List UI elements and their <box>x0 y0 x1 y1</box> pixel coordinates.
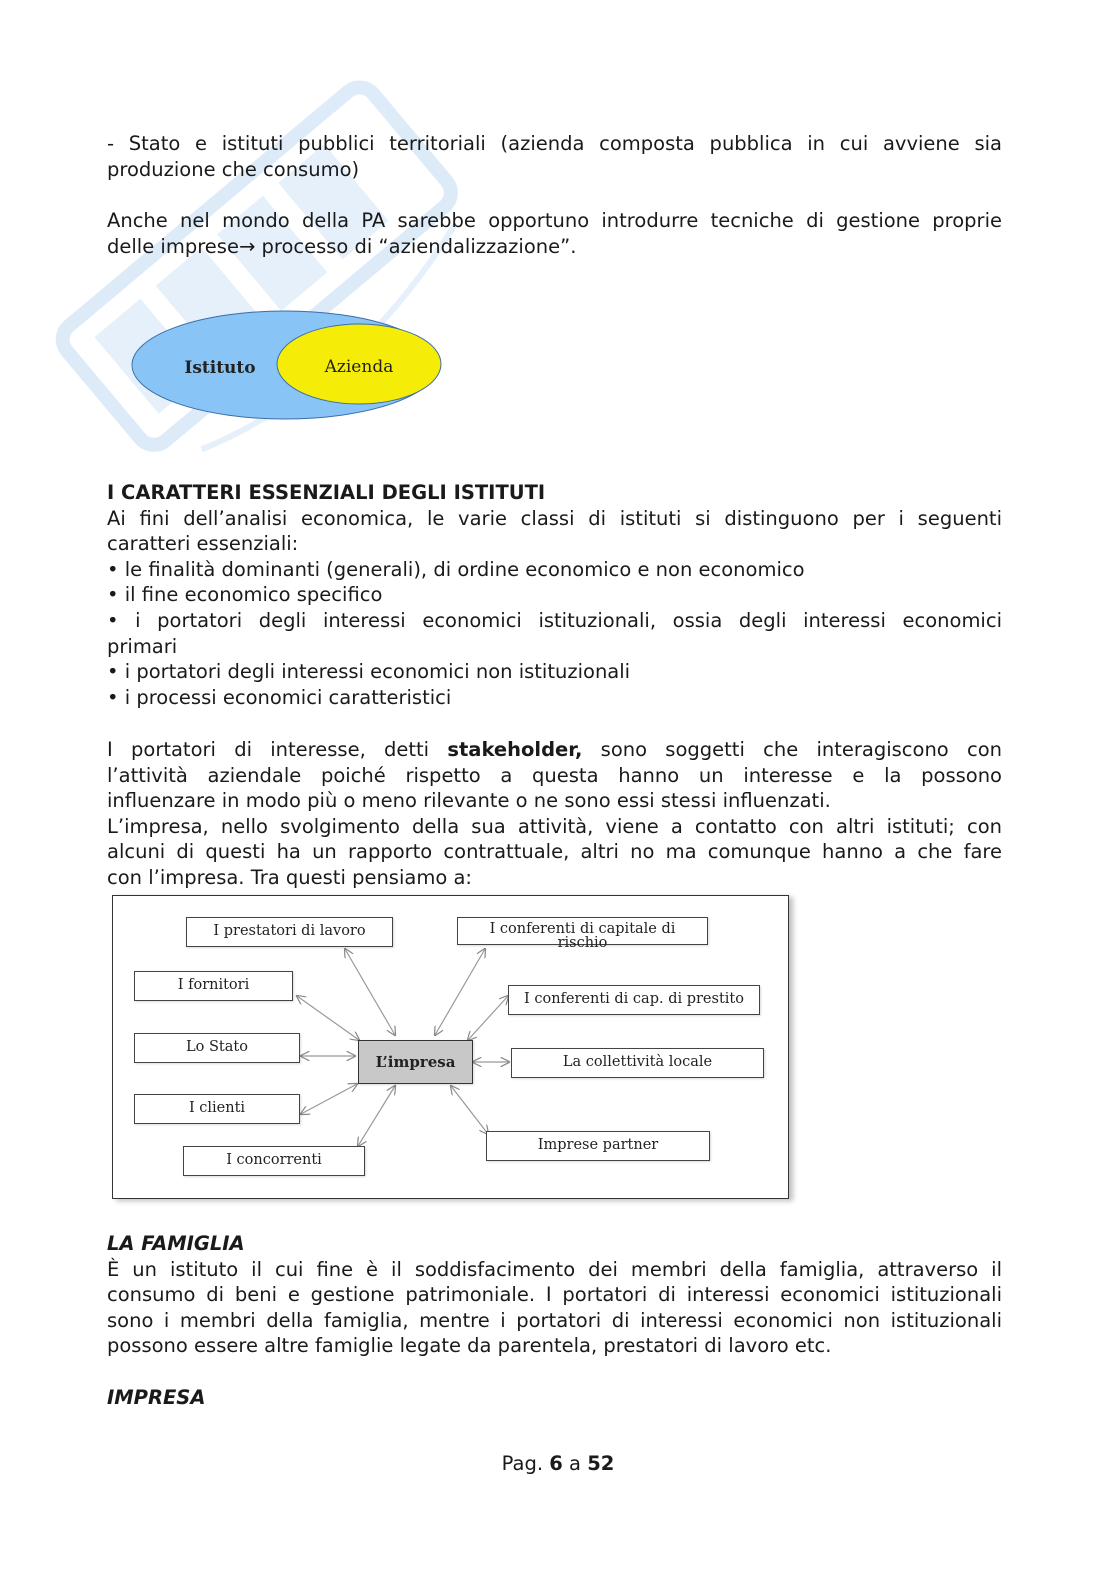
pa-line: Anche nel mondo della PA sarebbe opportuno introdurre tecniche di gestione proprie <box>107 209 1002 232</box>
arrow-conferenti-prestito <box>468 996 508 1040</box>
caratteri-intro-line: Ai fini dell’analisi economica, le varie classi di istituti si distinguono per i seguenti <box>107 506 1002 530</box>
famiglia-line: consumo di beni e gestione patrimoniale. I portatori di interessi economici istituzionali <box>107 1283 1002 1307</box>
conferenti-rischio-line: I conferenti di capitale di <box>489 921 676 937</box>
azienda-label: Azienda <box>324 357 394 377</box>
stakeholder-text: sono soggetti che interagiscono con <box>582 738 1002 761</box>
stakeholder-line: con l’impresa. Tra questi pensiamo a: <box>107 865 472 889</box>
list-item: • il fine economico specifico <box>107 583 383 607</box>
intro-paragraph <box>107 131 1002 182</box>
caratteri-section <box>107 480 1002 710</box>
stakeholder-line: influenzare in modo più o meno rilevante o ne sono essi stessi influenzati. <box>107 789 831 813</box>
arrow-conferenti-rischio <box>435 949 485 1035</box>
arrow-partner <box>451 1086 488 1134</box>
impresa-section <box>107 1385 1002 1411</box>
stakeholder-line: alcuni di questi ha un rapporto contrattuale, altri no ma comunque hanno a che fare <box>107 840 1002 864</box>
intro-line: produzione che consumo) <box>107 157 360 181</box>
famiglia-heading: LA FAMIGLIA <box>107 1232 245 1255</box>
list-item: primari <box>107 634 178 658</box>
list-item: • i portatori degli interessi economici istituzionali, ossia degli interessi economici <box>107 608 1002 632</box>
box-collettivita: La collettività locale <box>511 1048 764 1078</box>
footer-text: Pag. <box>501 1452 550 1475</box>
box-partner: Imprese partner <box>486 1131 710 1161</box>
stakeholder-diagram <box>112 895 789 1199</box>
box-clienti: I clienti <box>134 1094 300 1124</box>
list-item: • i processi economici caratteristici <box>107 685 452 709</box>
istituto-azienda-diagram <box>130 306 450 426</box>
list-item: • le finalità dominanti (generali), di ordine economico e non economico <box>107 557 805 581</box>
list-item: • i portatori degli interessi economici non istituzionali <box>107 660 631 684</box>
arrow-concorrenti <box>358 1086 395 1146</box>
arrow-fornitori <box>297 996 359 1040</box>
box-conferenti-rischio <box>457 917 708 951</box>
page-total: 52 <box>587 1452 615 1475</box>
pa-line: delle imprese→ processo di “aziendalizzazione”. <box>107 234 577 258</box>
stakeholder-line <box>107 737 1002 763</box>
istituto-label: Istituto <box>184 358 256 378</box>
caratteri-intro-line: caratteri essenziali: <box>107 532 299 556</box>
box-conferenti-prestito: I conferenti di cap. di prestito <box>508 985 760 1015</box>
page-number: 6 <box>549 1452 563 1475</box>
caratteri-heading: I CARATTERI ESSENZIALI DEGLI ISTITUTI <box>107 481 546 504</box>
footer-text: a <box>562 1452 588 1475</box>
arrow-clienti <box>301 1084 357 1114</box>
box-stato: Lo Stato <box>134 1033 300 1063</box>
page-footer <box>0 1452 1116 1475</box>
famiglia-line: sono i membri della famiglia, mentre i portatori di interessi economici non istituzionali <box>107 1308 1002 1332</box>
stakeholder-term: stakeholder, <box>447 738 583 761</box>
box-impresa: L’impresa <box>358 1040 473 1084</box>
stakeholder-text: I portatori di interesse, detti <box>107 738 448 761</box>
famiglia-line: possono essere altre famiglie legate da parentela, prestatori di lavoro etc. <box>107 1334 832 1358</box>
pa-paragraph <box>107 208 1002 259</box>
stakeholder-line: L’impresa, nello svolgimento della sua attività, viene a contatto con altri istituti; con <box>107 814 1002 838</box>
box-concorrenti: I concorrenti <box>183 1146 365 1176</box>
famiglia-line: È un istituto il cui fine è il soddisfacimento dei membri della famiglia, attraverso il <box>107 1257 1002 1281</box>
stakeholder-paragraph <box>107 737 1002 891</box>
intro-line: - Stato e istituti pubblici territoriali (azienda composta pubblica in cui avviene sia <box>107 132 1002 155</box>
conferenti-rischio-line: rischio <box>557 935 608 951</box>
stakeholder-line: l’attività aziendale poiché rispetto a questa hanno un interesse e la possono <box>107 763 1002 787</box>
arrow-prestatori <box>345 949 395 1035</box>
impresa-heading: IMPRESA <box>107 1386 206 1409</box>
watermark-logo <box>20 40 500 500</box>
box-prestatori: I prestatori di lavoro <box>186 917 393 947</box>
famiglia-section <box>107 1231 1002 1359</box>
box-fornitori: I fornitori <box>134 971 293 1001</box>
